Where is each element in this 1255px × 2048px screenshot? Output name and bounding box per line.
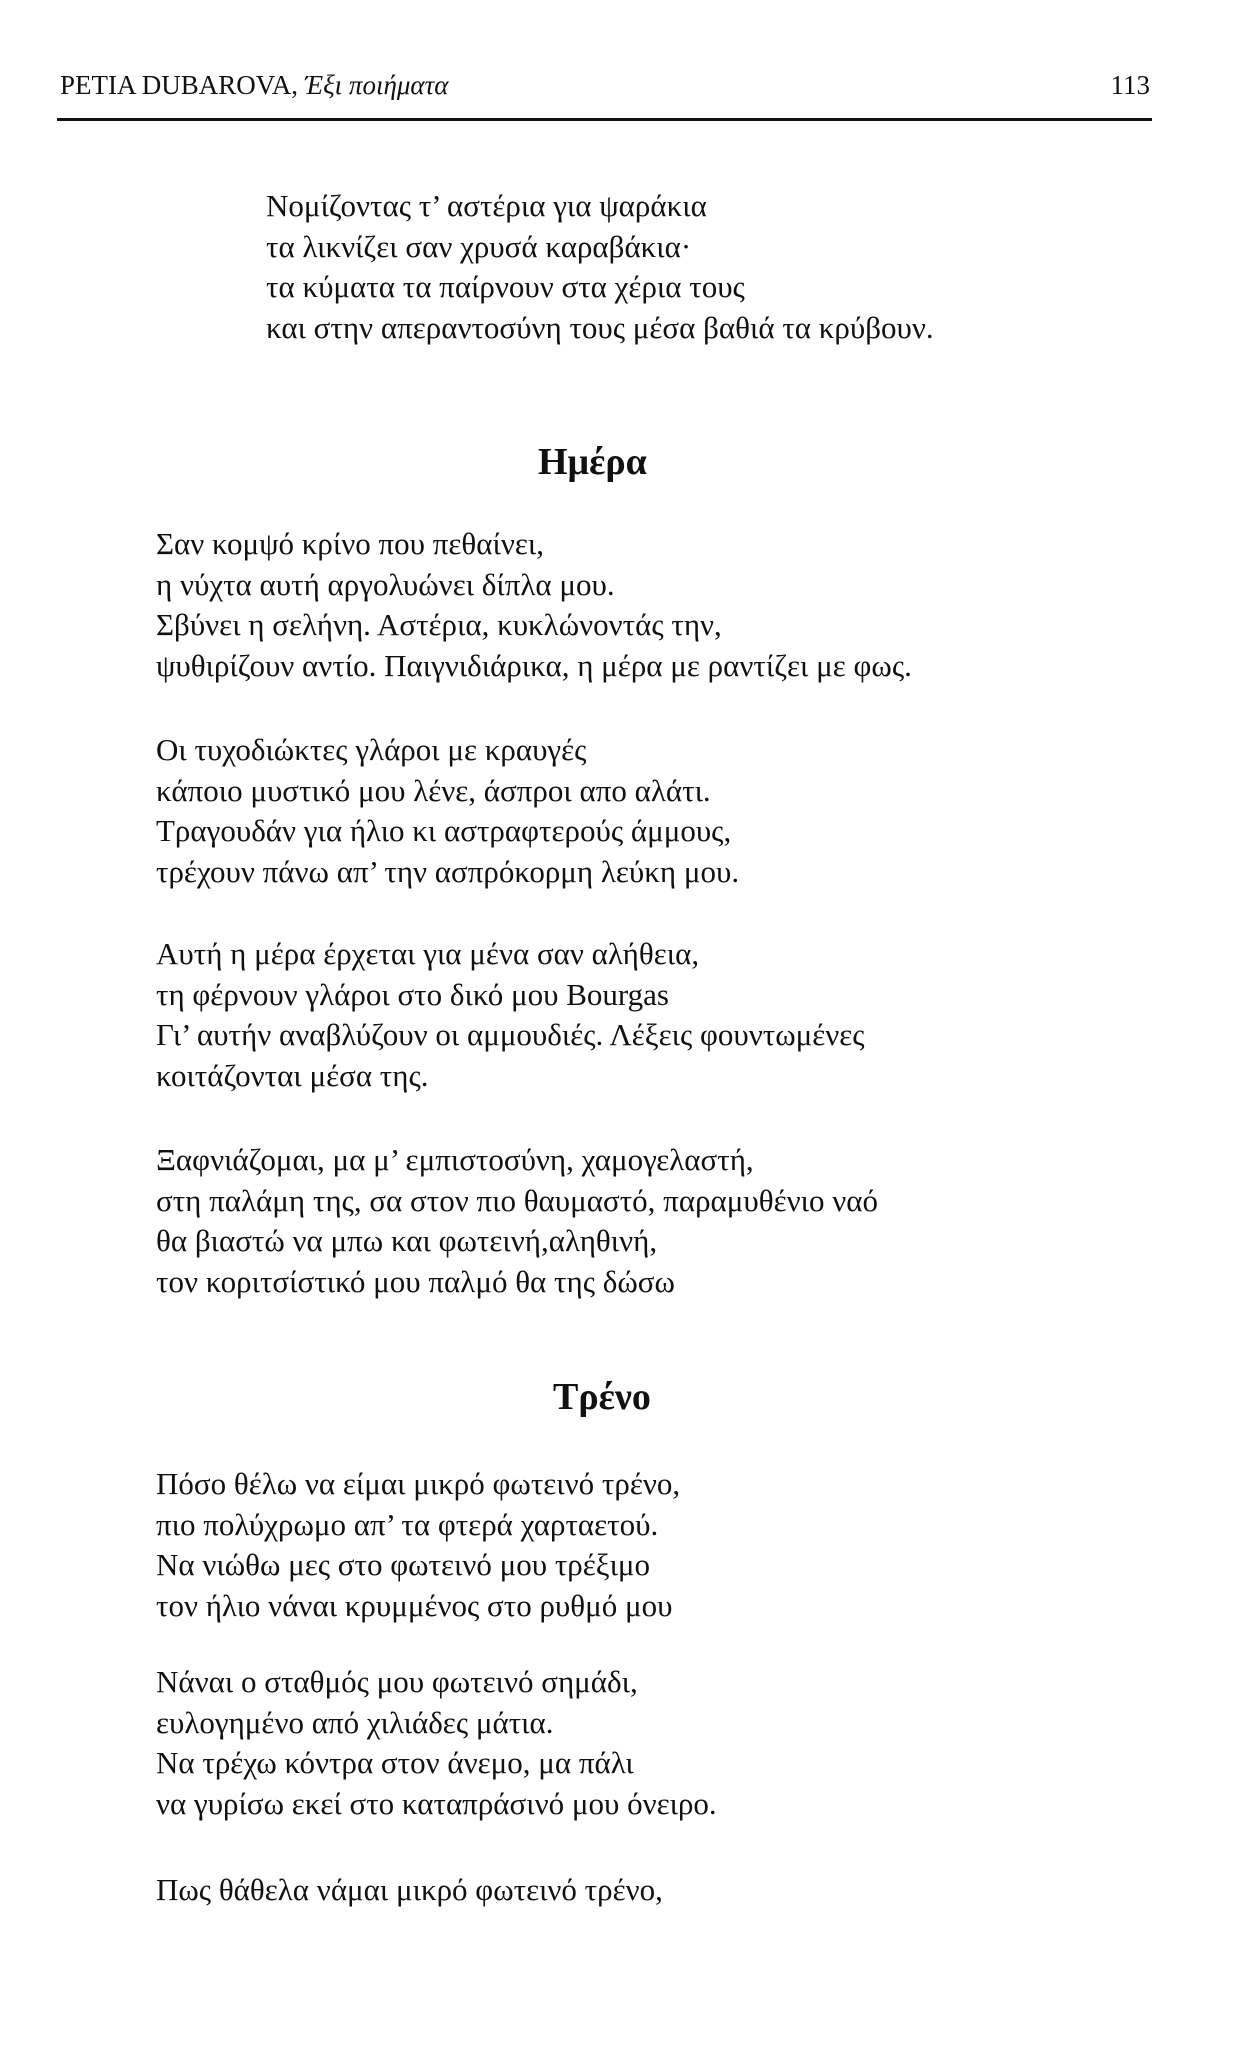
verse-line: Σβύνει η σελήνη. Αστέρια, κυκλώνοντάς την, [156,607,722,642]
stanza-treno-2 [156,1662,717,1824]
page-number: 113 [1110,70,1150,100]
stanza-imera-3 [156,934,865,1096]
poem-title-treno: Τρένο [553,1376,651,1418]
verse-line: Νάναι ο σταθμός μου φωτεινό σημάδι, [156,1664,638,1699]
verse-line: Πως θάθελα νάμαι μικρό φωτεινό τρένο, [156,1872,663,1907]
verse-line: να γυρίσω εκεί στο καταπράσινό μου όνειρο. [156,1785,717,1821]
header-author: PETIA DUBAROVA, [60,70,299,100]
stanza-intro [266,186,934,348]
verse-line: τη φέρνουν γλάροι στο δικό μου Bourgas [156,976,669,1012]
verse-line: ψυθιρίζουν αντίο. Παιγνιδιάρικα, η μέρα με ραντίζει με φως. [156,647,912,683]
verse-line: Τραγουδάν για ήλιο κι αστραφτερούς άμμους, [156,813,732,848]
stanza-imera-1 [156,524,912,686]
verse-line: τα κύματα τα παίρνουν στα χέρια τους [266,269,745,304]
verse-line: τον κοριτσίστικό μου παλμό θα της δώσω [156,1263,675,1299]
verse-line: Σαν κομψό κρίνο που πεθαίνει, [156,526,544,561]
verse-line: Ξαφνιάζομαι, μα μ’ εμπιστοσύνη, χαμογελαστή, [156,1142,754,1177]
stanza-imera-2 [156,730,739,892]
verse-line: Να νιώθω μες στο φωτεινό μου τρέξιμο [156,1547,651,1582]
verse-line: Γι’ αυτήν αναβλύζουν οι αμμουδιές. Λέξεις φουντωμένες [156,1017,865,1052]
verse-line: και στην απεραντοσύνη τους μέσα βαθιά τα κρύβουν. [266,309,934,345]
verse-line: κοιτάζονται μέσα της. [156,1057,429,1093]
stanza-treno-3 [156,1870,663,1911]
running-header [60,68,1150,110]
verse-line: Να τρέχω κόντρα στον άνεμο, μα πάλι [156,1745,634,1780]
verse-line: Νομίζοντας τ’ αστέρια για ψαράκια [266,188,707,223]
stanza-treno-1 [156,1464,680,1626]
verse-line: τον ήλιο νάναι κρυμμένος στο ρυθμό μου [156,1587,673,1623]
verse-line: πιο πολύχρωμο απ’ τα φτερά χαρταετού. [156,1506,659,1542]
header-subtitle: Έξι ποιήματα [304,70,449,100]
verse-line: θα βιαστώ να μπω και φωτεινή,αληθινή, [156,1223,658,1258]
poem-title-imera: Ημέρα [538,441,647,483]
verse-line: στη παλάμη της, σα στον πιο θαυμαστό, παραμυθένιο ναό [156,1182,878,1218]
stanza-imera-4 [156,1140,878,1302]
verse-line: η νύχτα αυτή αργολυώνει δίπλα μου. [156,566,615,602]
header-rule [57,118,1152,121]
verse-line: τρέχουν πάνω απ’ την ασπρόκορμη λεύκη μου. [156,853,740,889]
verse-line: Οι τυχοδιώκτες γλάροι με κραυγές [156,732,587,767]
verse-line: Αυτή η μέρα έρχεται για μένα σαν αλήθεια, [156,936,700,971]
verse-line: Πόσο θέλω να είμαι μικρό φωτεινό τρένο, [156,1466,681,1501]
verse-line: κάποιο μυστικό μου λένε, άσπροι απο αλάτι. [156,772,711,808]
verse-line: τα λικνίζει σαν χρυσά καραβάκια· [266,228,692,264]
verse-line: ευλογημένο από χιλιάδες μάτια. [156,1704,554,1740]
